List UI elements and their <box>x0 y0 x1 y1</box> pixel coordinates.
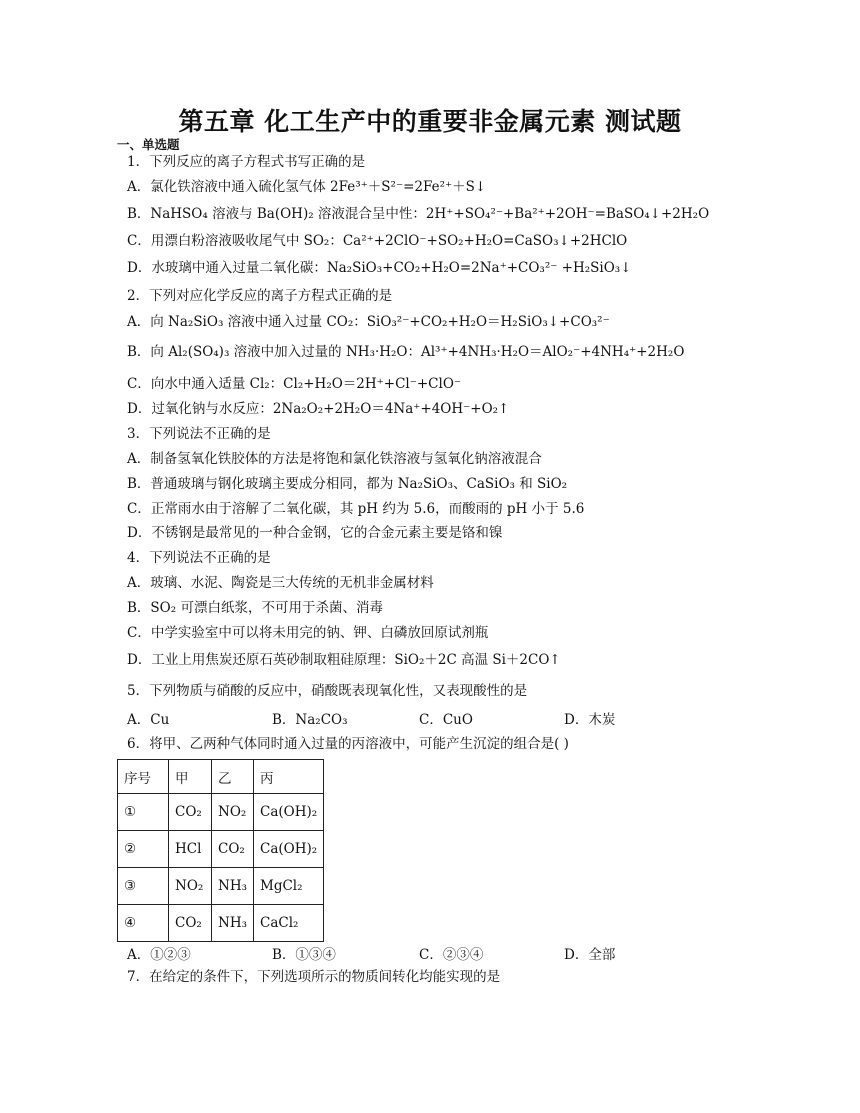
question-1-option-b: B．NaHSO₄ 溶液与 Ba(OH)₂ 溶液混合呈中性：2H⁺+SO₄²⁻+Ba²⁺+2OH⁻=BaSO₄↓+2H₂O <box>127 206 710 222</box>
table-cell: HCl <box>169 831 212 868</box>
table-cell: Ca(OH)₂ <box>254 831 324 868</box>
table-row <box>118 794 324 831</box>
table-cell: Ca(OH)₂ <box>254 794 324 831</box>
question-3-option-b: B．普通玻璃与钢化玻璃主要成分相同，都为 Na₂SiO₃、CaSiO₃ 和 SiO₂ <box>127 476 568 492</box>
question-4-option-a: A．玻璃、水泥、陶瓷是三大传统的无机非金属材料 <box>127 575 434 591</box>
table-cell: MgCl₂ <box>254 868 324 905</box>
table-cell: 序号 <box>118 760 169 794</box>
question-4-option-c: C．中学实验室中可以将未用完的钠、钾、白磷放回原试剂瓶 <box>127 625 489 641</box>
question-4-option-d: D．工业上用焦炭还原石英砂制取粗硅原理：SiO₂＋2C 高温 Si＋2CO↑ <box>127 652 561 668</box>
table-cell: 甲 <box>169 760 212 794</box>
question-3-option-d: D．不锈钢是最常见的一种合金钢，它的合金元素主要是铬和镍 <box>127 525 503 541</box>
question-5-option-a: A．Cu <box>127 712 170 728</box>
question-1-option-d: D．水玻璃中通入过量二氧化碳：Na₂SiO₃+CO₂+H₂O=2Na⁺+CO₃²⁻ +H₂SiO₃↓ <box>127 260 632 276</box>
table-cell: NH₃ <box>212 868 254 905</box>
table-cell: ③ <box>118 868 169 905</box>
question-6-stem: 6．将甲、乙两种气体同时通入过量的丙溶液中，可能产生沉淀的组合是( ) <box>127 736 569 752</box>
question-2-option-c: C．向水中通入适量 Cl₂：Cl₂+H₂O＝2H⁺+Cl⁻+ClO⁻ <box>127 376 462 392</box>
table-row <box>118 905 324 942</box>
question-3-stem: 3．下列说法不正确的是 <box>127 426 271 442</box>
table-row <box>118 868 324 905</box>
question-7-stem: 7．在给定的条件下，下列选项所示的物质间转化均能实现的是 <box>127 969 501 985</box>
page-title: 第五章 化工生产中的重要非金属元素 测试题 <box>178 107 682 136</box>
table-cell: CO₂ <box>169 905 212 942</box>
question-4-option-b: B．SO₂ 可漂白纸浆，不可用于杀菌、消毒 <box>127 600 383 616</box>
table-cell: ② <box>118 831 169 868</box>
question-6-options <box>127 943 647 963</box>
question-6-option-a: A．①②③ <box>127 947 191 963</box>
question-2-option-d: D．过氧化钠与水反应：2Na₂O₂+2H₂O＝4Na⁺+4OH⁻+O₂↑ <box>127 401 510 417</box>
table-cell: CO₂ <box>212 831 254 868</box>
question-1-option-c: C．用漂白粉溶液吸收尾气中 SO₂：Ca²⁺+2ClO⁻+SO₂+H₂O=CaSO₃↓+2HClO <box>127 233 628 249</box>
table-row <box>118 831 324 868</box>
question-5-option-b: B．Na₂CO₃ <box>272 712 348 728</box>
table-cell: ④ <box>118 905 169 942</box>
question-2-stem: 2．下列对应化学反应的离子方程式正确的是 <box>127 288 393 304</box>
question-5-options <box>127 708 647 728</box>
table-cell: NO₂ <box>169 868 212 905</box>
section-heading: 一、单选题 <box>117 137 180 152</box>
table-cell: 丙 <box>254 760 324 794</box>
table-cell: NO₂ <box>212 794 254 831</box>
question-1-option-a: A．氯化铁溶液中通入硫化氢气体 2Fe³⁺＋S²⁻=2Fe²⁺＋S↓ <box>127 179 487 195</box>
question-3-option-a: A．制备氢氧化铁胶体的方法是将饱和氯化铁溶液与氢氧化钠溶液混合 <box>127 451 542 467</box>
table-cell: NH₃ <box>212 905 254 942</box>
question-6-option-c: C．②③④ <box>419 947 484 963</box>
question-5-option-d: D．木炭 <box>564 712 616 728</box>
question-1-stem: 1．下列反应的离子方程式书写正确的是 <box>127 154 366 170</box>
question-6-option-d: D．全部 <box>564 947 616 963</box>
question-4-stem: 4．下列说法不正确的是 <box>127 550 271 566</box>
question-6-option-b: B．①③④ <box>272 947 336 963</box>
question-2-option-a: A．向 Na₂SiO₃ 溶液中通入过量 CO₂：SiO₃²⁻+CO₂+H₂O＝H₂SiO₃↓+CO₃²⁻ <box>127 314 610 330</box>
table-cell: CO₂ <box>169 794 212 831</box>
question-5-stem: 5．下列物质与硝酸的反应中，硝酸既表现氧化性，又表现酸性的是 <box>127 683 528 699</box>
table-cell: 乙 <box>212 760 254 794</box>
table-cell: CaCl₂ <box>254 905 324 942</box>
table-header-row <box>118 760 324 794</box>
question-5-option-c: C．CuO <box>419 712 473 728</box>
question-2-option-b: B．向 Al₂(SO₄)₃ 溶液中加入过量的 NH₃·H₂O：Al³⁺+4NH₃·H₂O＝AlO₂⁻+4NH₄⁺+2H₂O <box>127 344 685 360</box>
table-cell: ① <box>118 794 169 831</box>
question-3-option-c: C．正常雨水由于溶解了二氧化碳，其 pH 约为 5.6，而酸雨的 pH 小于 5.6 <box>127 501 585 517</box>
question-6-table <box>117 759 324 942</box>
